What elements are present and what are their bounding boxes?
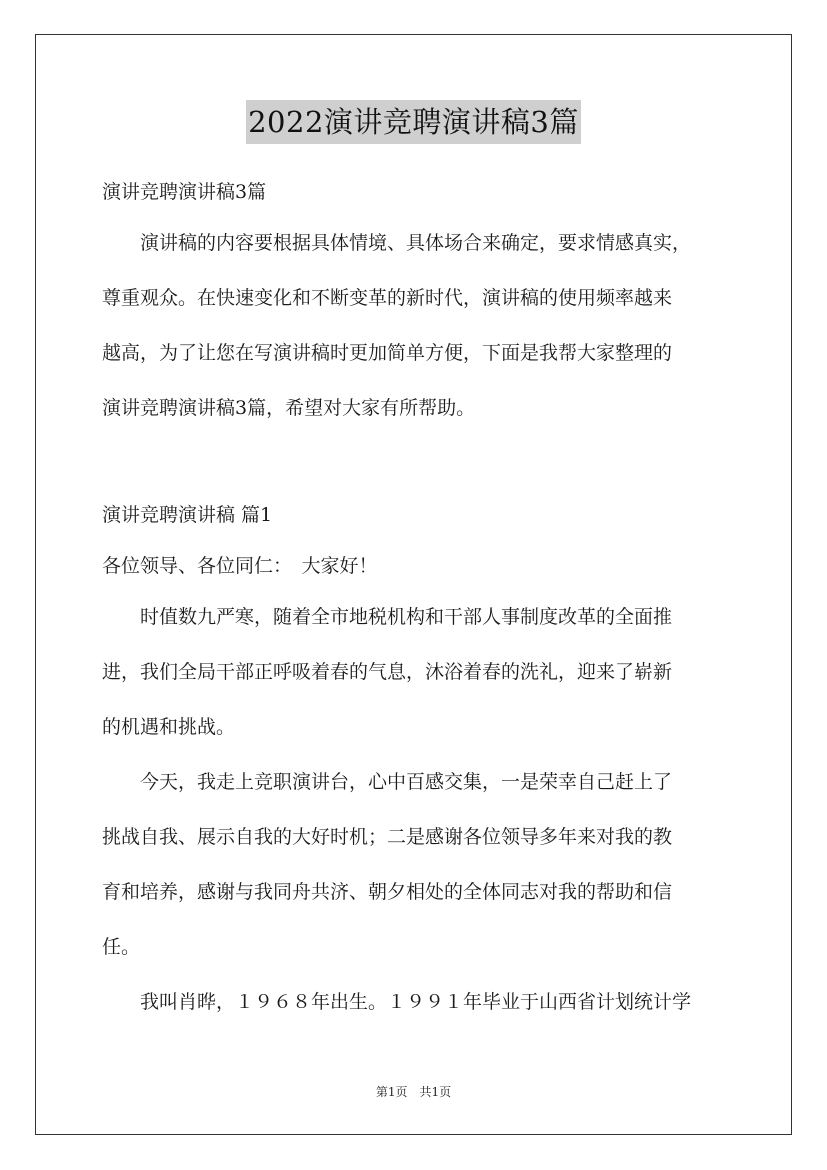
paragraph-line: 育和培养，感谢与我同舟共济、朝夕相处的全体同志对我的帮助和信 — [102, 881, 673, 903]
intro-line: 演讲稿的内容要根据具体情境、具体场合来确定，要求情感真实， — [140, 232, 692, 254]
document-body — [102, 170, 730, 1015]
paragraph-line: 的机遇和挑战。 — [102, 716, 236, 738]
intro-line: 尊重观众。在快速变化和不断变革的新时代，演讲稿的使用频率越来 — [102, 287, 673, 309]
document-title: 2022演讲竞聘演讲稿3篇 — [246, 100, 581, 144]
intro-line: 演讲竞聘演讲稿3篇，希望对大家有所帮助。 — [102, 397, 476, 419]
document-subtitle: 演讲竞聘演讲稿3篇 — [102, 181, 267, 203]
section-heading: 演讲竞聘演讲稿 篇1 — [102, 504, 273, 526]
paragraph-line: 挑战自我、展示自我的大好时机；二是感谢各位领导多年来对我的教 — [102, 826, 673, 848]
greeting: 各位领导、各位同仁： 大家好！ — [102, 555, 378, 577]
page-number: 第1页 共1页 — [375, 1085, 452, 1099]
paragraph-line: 时值数九严寒，随着全市地税机构和干部人事制度改革的全面推 — [140, 606, 673, 628]
title-container — [0, 100, 827, 144]
paragraph-line: 进，我们全局干部正呼吸着春的气息，沐浴着春的洗礼，迎来了崭新 — [102, 661, 673, 683]
page-footer — [0, 1083, 827, 1101]
intro-line: 越高，为了让您在写演讲稿时更加简单方便，下面是我帮大家整理的 — [102, 342, 673, 364]
paragraph-line: 今天，我走上竞职演讲台，心中百感交集，一是荣幸自己赶上了 — [140, 771, 673, 793]
paragraph-line: 任。 — [102, 936, 141, 958]
paragraph-line: 我叫肖晔，１９６８年出生。１９９１年毕业于山西省计划统计学 — [140, 991, 692, 1013]
